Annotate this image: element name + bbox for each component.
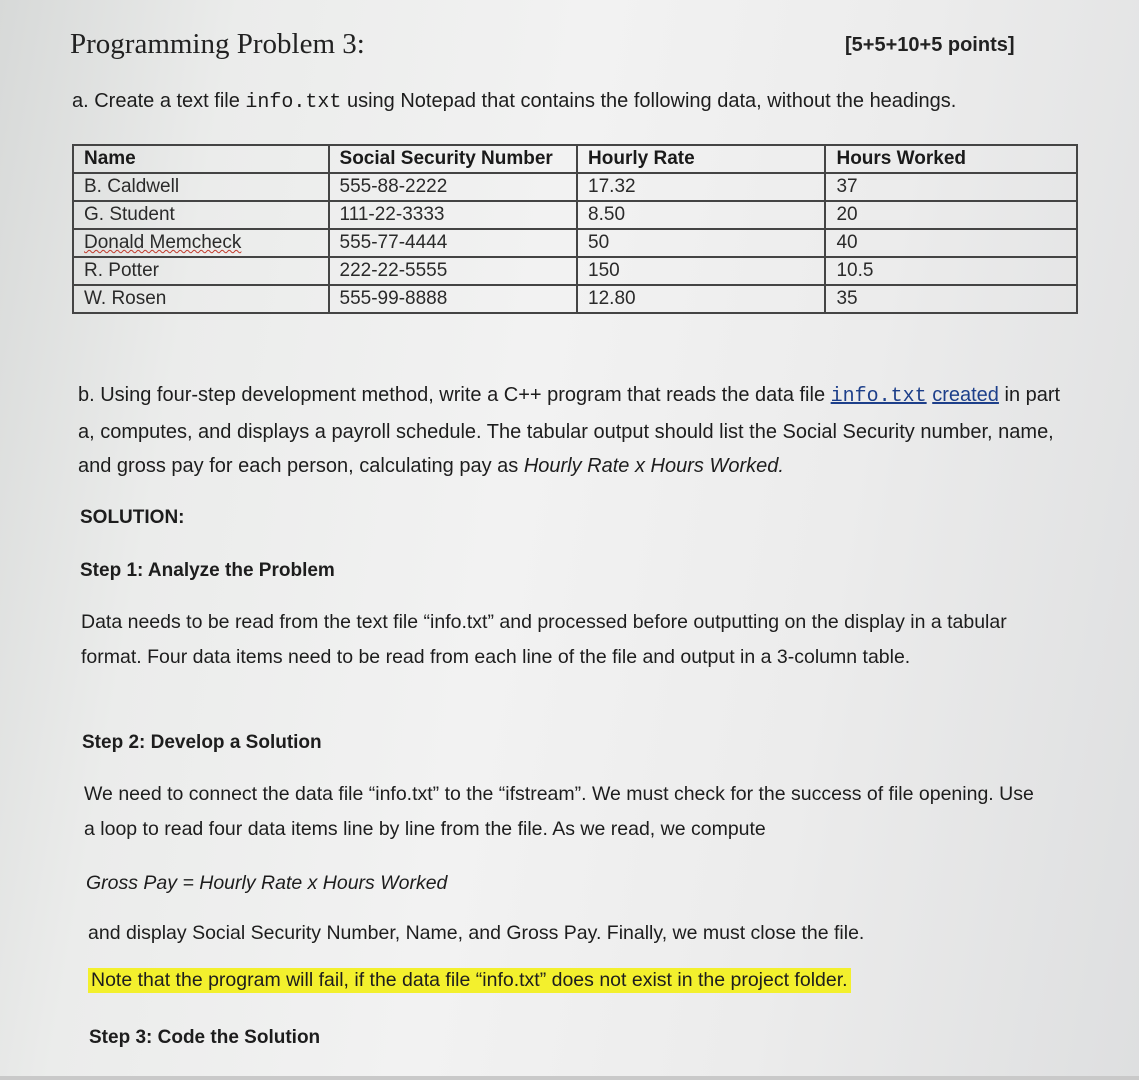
part-a-filename: info.txt [245,91,342,114]
cell-ssn: 555-77-4444 [329,229,578,257]
gross-pay-formula: Gross Pay = Hourly Rate x Hours Worked [86,872,448,894]
part-b-formula: Hourly Rate x Hours Worked. [523,455,784,477]
spellcheck-underlined-name: Donald Memcheck [84,232,242,253]
part-a-instruction [72,90,956,114]
cell-ssn: 555-99-8888 [329,285,578,313]
solution-heading: SOLUTION: [80,507,185,528]
step1-heading: Step 1: Analyze the Problem [80,560,335,581]
cell-hours-worked: 35 [825,285,1077,313]
cell-hourly-rate: 150 [577,257,825,285]
column-header-ssn: Social Security Number [329,145,578,173]
cell-hours-worked: 20 [825,201,1077,229]
step2-paragraph: We need to connect the data file “info.txt” to the “ifstream”. We must check for the success of file opening. Use a loop to read four data items line by line from the file. As we read, we compute [84,783,1034,840]
cell-ssn: 555-88-2222 [329,173,578,201]
step2-heading: Step 2: Develop a Solution [82,732,322,753]
table-row [73,285,1077,313]
part-a-text-after: using Notepad that contains the following data, without the headings. [341,90,957,112]
cell-name: G. Student [73,201,329,229]
step3-heading: Step 3: Code the Solution [89,1027,321,1048]
part-b-filename-link[interactable]: info.txt [830,385,927,408]
cell-hourly-rate: 12.80 [577,285,825,313]
cell-name [73,229,329,257]
column-header-hourly-rate: Hourly Rate [577,145,825,173]
highlighted-note: Note that the program will fail, if the data file “info.txt” does not exist in the project folder. [88,968,851,993]
part-b-text-middle: in part a, computes, and displays a payroll schedule. The tabular output should list the Social Security number, name, and gross pay for each person, calculating pay as [78,384,1061,477]
cell-ssn: 222-22-5555 [329,257,578,285]
column-header-name: Name [73,145,329,173]
problem-title: Programming Problem 3: [70,28,365,60]
cell-hours-worked: 10.5 [825,257,1077,285]
employee-data-table [72,144,1078,314]
cell-hourly-rate: 17.32 [577,173,825,201]
table-row [73,201,1077,229]
table-row [73,173,1077,201]
part-b-instruction [78,378,1078,484]
table-row [73,257,1077,285]
column-header-hours-worked: Hours Worked [825,145,1077,173]
table-row [73,229,1077,257]
page-bottom-edge [0,1076,1139,1080]
points-label: [5+5+10+5 points] [845,34,1015,56]
cell-name: B. Caldwell [73,173,329,201]
cell-hours-worked: 40 [825,229,1077,257]
cell-hours-worked: 37 [825,173,1077,201]
part-b-text-before: b. Using four-step development method, write a C++ program that reads the data file [78,384,831,406]
cell-hourly-rate: 8.50 [577,201,825,229]
cell-ssn: 111-22-3333 [329,201,578,229]
part-b-created-link[interactable]: created [932,384,999,406]
display-paragraph: and display Social Security Number, Name, and Gross Pay. Finally, we must close the file. [88,922,865,944]
cell-name: R. Potter [73,257,329,285]
step1-paragraph: Data needs to be read from the text file “info.txt” and processed before outputting on the display in a tabular format. Four data items need to be read from each line of the file and output in a 3-column table. [81,611,1007,668]
table-header-row [73,145,1077,173]
part-a-text-before: a. Create a text file [72,90,246,112]
cell-hourly-rate: 50 [577,229,825,257]
cell-name: W. Rosen [73,285,329,313]
